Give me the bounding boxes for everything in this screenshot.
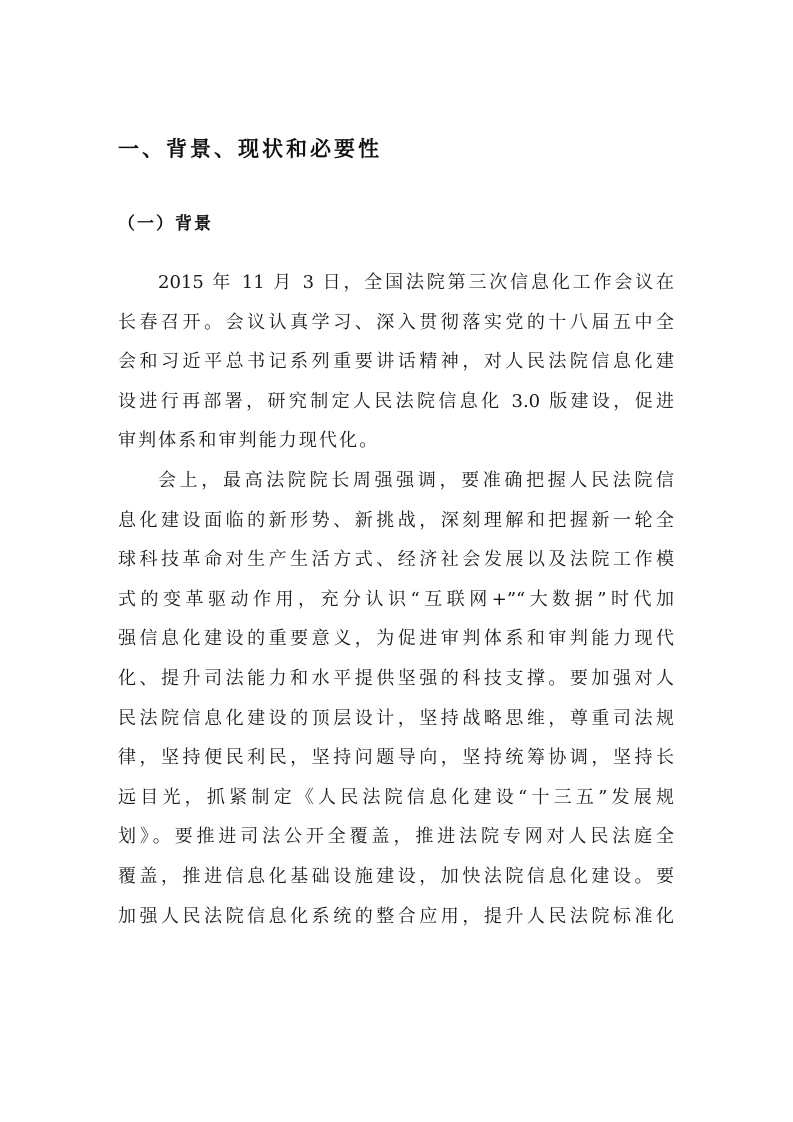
paragraph-2-line-6: 化、提升司法能力和水平提供坚强的科技支撑。要加强对人 bbox=[118, 667, 674, 689]
paragraph-1-line-1: 2015 年 11 月 3 日，全国法院第三次信息化工作会议在 bbox=[158, 272, 674, 293]
paragraph-2-line-8: 律，坚持便民利民，坚持问题导向，坚持统筹协调，坚持长 bbox=[118, 747, 674, 769]
paragraph-1-line-4: 设进行再部署，研究制定人民法院信息化 3.0 版建设，促进 bbox=[118, 390, 674, 412]
body-text bbox=[118, 263, 678, 936]
paragraph-2-line-4: 式的变革驱动作用，充分认识“互联网+”“大数据”时代加 bbox=[118, 588, 674, 610]
paragraph-1-line-5: 审判体系和审判能力现代化。 bbox=[118, 430, 380, 452]
paragraph-2-line-10: 划》。要推进司法公开全覆盖，推进法院专网对人民法庭全 bbox=[118, 826, 674, 848]
section-heading: 一、背景、现状和必要性 bbox=[118, 137, 382, 161]
paragraph-2-line-5: 强信息化建设的重要意义，为促进审判体系和审判能力现代 bbox=[118, 628, 674, 650]
paragraph-1-line-2: 长春召开。会议认真学习、深入贯彻落实党的十八届五中全 bbox=[118, 311, 674, 333]
paragraph-1-line-3: 会和习近平总书记系列重要讲话精神，对人民法院信息化建 bbox=[118, 351, 674, 373]
subsection-heading: （一）背景 bbox=[118, 214, 213, 234]
paragraph-2-line-2: 息化建设面临的新形势、新挑战，深刻理解和把握新一轮全 bbox=[118, 509, 674, 531]
paragraph-2-line-3: 球科技革命对生产生活方式、经济社会发展以及法院工作模 bbox=[118, 549, 674, 571]
paragraph-2-line-9: 远目光，抓紧制定《人民法院信息化建设“十三五”发展规 bbox=[118, 786, 674, 808]
paragraph-2-line-12: 加强人民法院信息化系统的整合应用，提升人民法院标准化 bbox=[118, 905, 674, 927]
paragraph-2-line-7: 民法院信息化建设的顶层设计，坚持战略思维，尊重司法规 bbox=[118, 707, 674, 729]
paragraph-2-line-1: 会上，最高法院院长周强强调，要准确把握人民法院信 bbox=[158, 469, 674, 491]
paragraph-2-line-11: 覆盖，推进信息化基础设施建设，加快法院信息化建设。要 bbox=[118, 865, 674, 887]
